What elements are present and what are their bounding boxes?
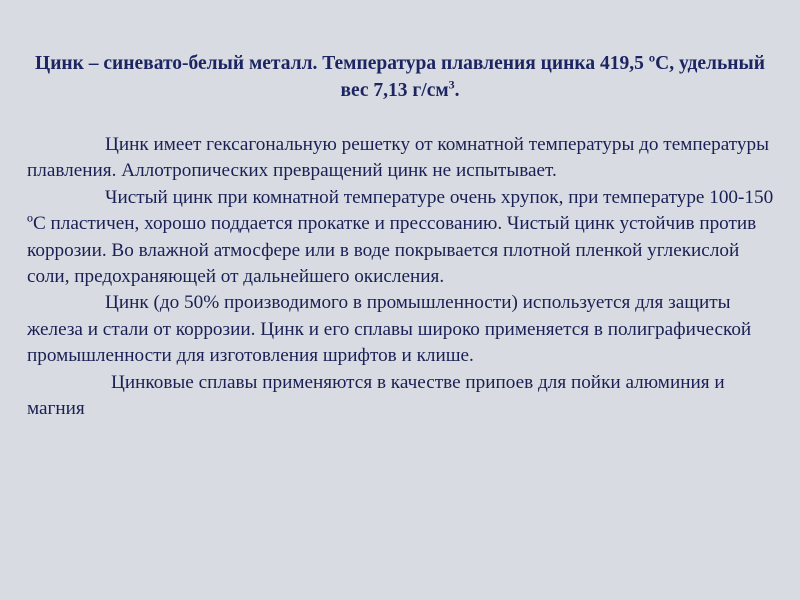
paragraph-usage: Цинк (до 50% производимого в промышленности) используется для защиты железа и стали от коррозии. Цинк и его сплавы широко применяется в полиграфической промышленности для изготовления шрифтов и клише. [27,292,752,367]
slide-body [27,132,779,422]
title-end-punct: . [454,80,460,101]
paragraph-alloys: Цинковые сплавы применяются в качестве припоев для пойки алюминия и магния [27,371,725,420]
title-main-text: Цинк – синевато-белый металл. Температура плавления цинка 419,5 ºС, удельный вес 7,13 г/см [35,53,765,101]
slide-title [20,50,780,104]
paragraph-properties: Чистый цинк при комнатной температуре очень хрупок, при температуре 100-150 ºС пластичен, хорошо поддается прокатке и прессованию. Чистый цинк устойчив против коррозии. Во влажной атмосфере или в воде покрывается плотной пленкой углекислой соли, предохраняющей от дальнейшего окисления. [27,186,774,288]
title-superscript: 3 [448,77,455,92]
paragraph-structure: Цинк имеет гексагональную решетку от комнатной температуры до температуры плавления. Аллотропических превращений цинк не испытывает. [27,134,769,182]
